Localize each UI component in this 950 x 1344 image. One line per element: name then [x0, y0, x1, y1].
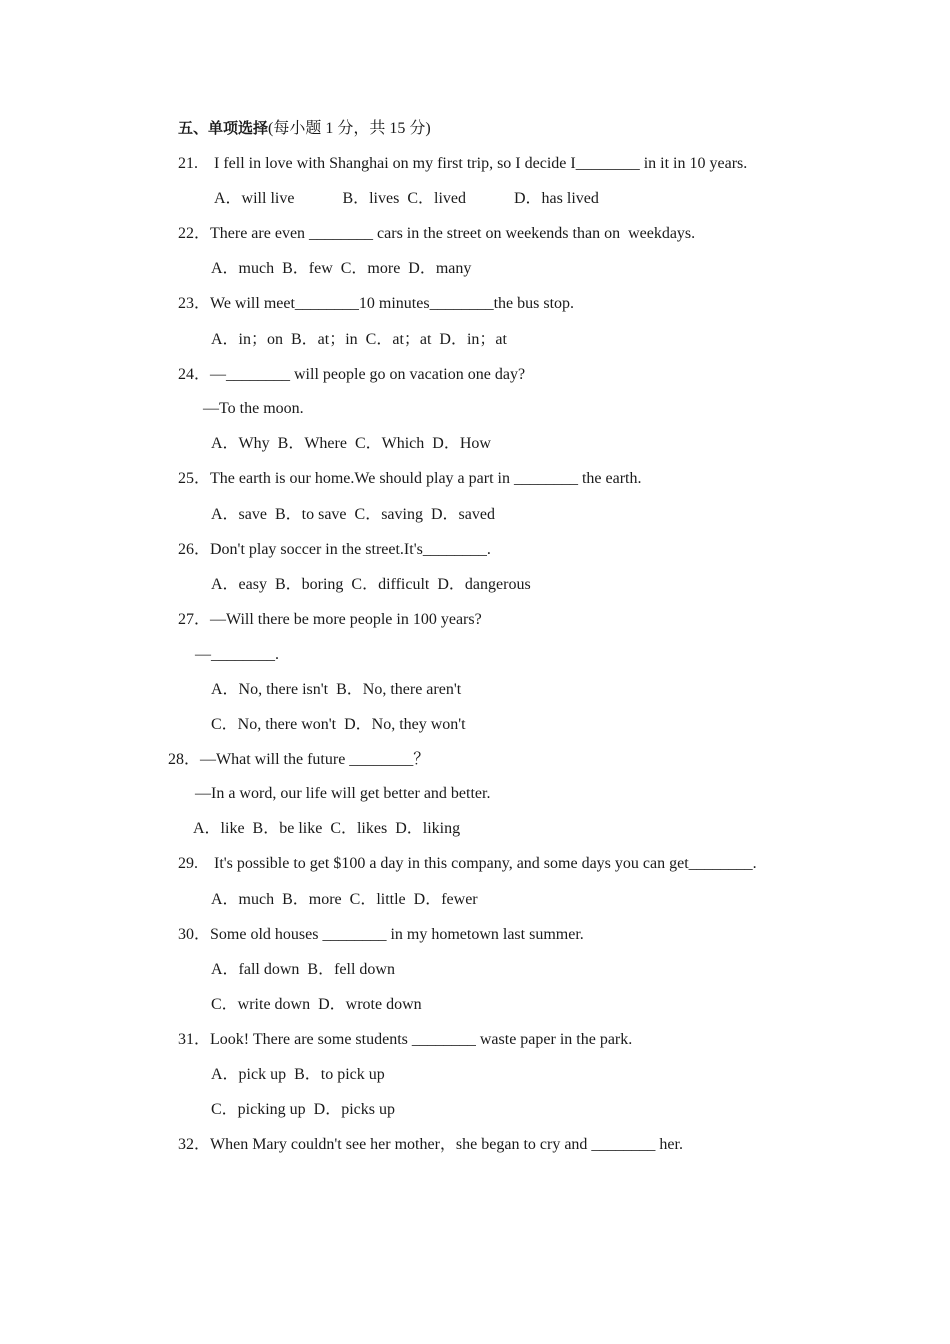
options-29: A．much B．more C．little D．fewer	[211, 891, 478, 908]
question-32: 32．When Mary couldn't see her mother，she began to cry and ________ her.	[178, 1136, 683, 1153]
options-31a: A．pick up B．to pick up	[211, 1066, 385, 1083]
options-21: A．will live B．lives C．lived D．has lived	[214, 190, 599, 207]
options-23: A．in；on B．at；in C．at；at D．in；at	[211, 331, 507, 348]
question-22: 22．There are even ________ cars in the street on weekends than on weekdays.	[178, 225, 696, 242]
question-26: 26．Don't play soccer in the street.It's________.	[178, 541, 491, 558]
options-25: A．save B．to save C．saving D．saved	[211, 506, 495, 523]
question-25: 25．The earth is our home.We should play a part in ________ the earth.	[178, 470, 642, 487]
question-29: 29. It's possible to get $100 a day in this company, and some days you can get________.	[178, 855, 757, 872]
answer-27: —________.	[195, 646, 279, 663]
options-27b: C．No, there won't D．No, they won't	[211, 716, 466, 733]
section-note: (每小题 1 分，共 15 分)	[268, 120, 431, 137]
question-30: 30．Some old houses ________ in my hometown last summer.	[178, 926, 584, 943]
options-24: A．Why B．Where C．Which D．How	[211, 435, 491, 452]
answer-28: —In a word, our life will get better and better.	[195, 785, 491, 802]
options-30b: C．write down D．wrote down	[211, 996, 422, 1013]
question-24: 24．—________ will people go on vacation one day?	[178, 366, 526, 383]
question-27: 27．—Will there be more people in 100 years?	[178, 611, 482, 628]
section-title	[178, 118, 431, 139]
options-26: A．easy B．boring C．difficult D．dangerous	[211, 576, 531, 593]
question-31: 31．Look! There are some students ________ waste paper in the park.	[178, 1031, 633, 1048]
question-23: 23．We will meet________10 minutes________the bus stop.	[178, 295, 575, 312]
options-31b: C．picking up D．picks up	[211, 1101, 395, 1118]
answer-24: —To the moon.	[203, 400, 304, 417]
question-21: 21. I fell in love with Shanghai on my first trip, so I decide I________ in it in 10 years.	[178, 155, 748, 172]
options-22: A．much B．few C．more D．many	[211, 260, 472, 277]
section-heading: 五、单项选择	[178, 119, 269, 137]
question-28: 28．—What will the future ________？	[168, 751, 430, 768]
options-28: A．like B．be like C．likes D．liking	[193, 820, 461, 837]
options-27a: A．No, there isn't B．No, there aren't	[211, 681, 462, 698]
options-30a: A．fall down B．fell down	[211, 961, 395, 978]
